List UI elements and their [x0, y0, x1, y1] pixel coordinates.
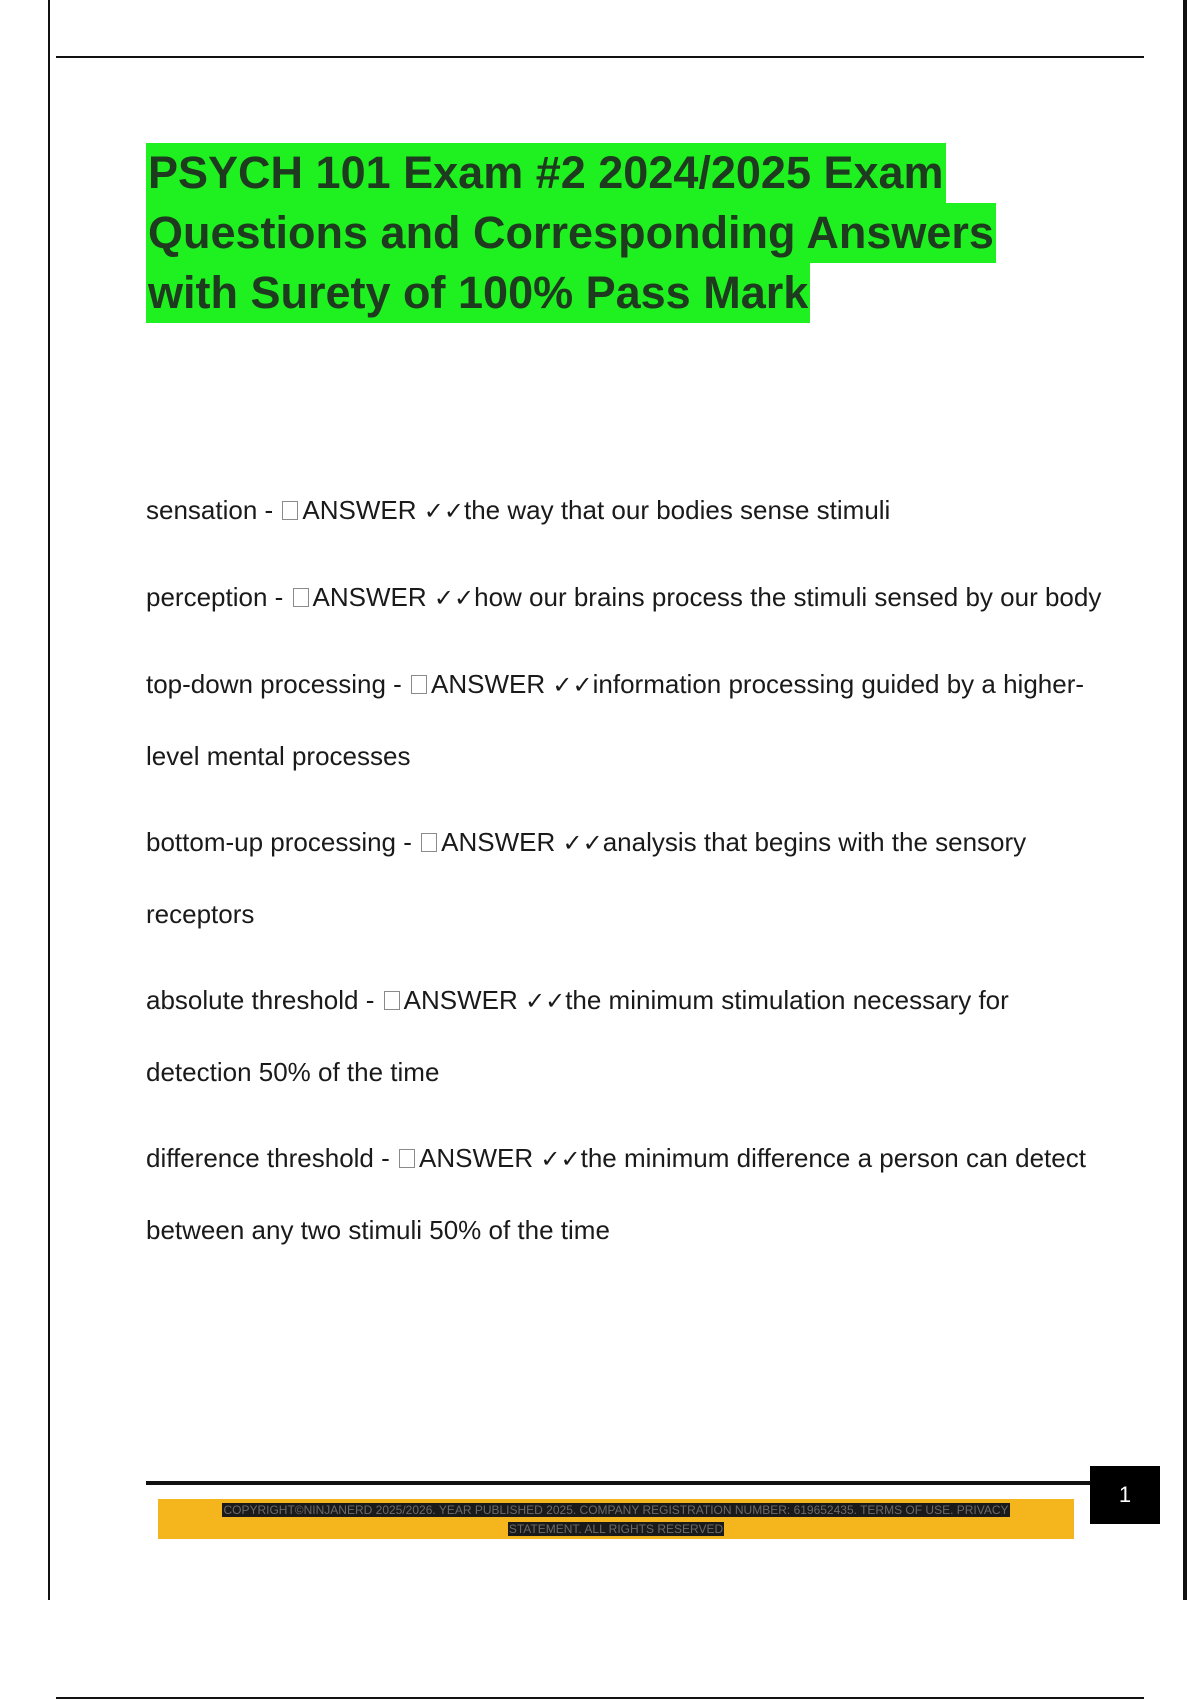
qa-definition: the minimum difference a person can detect between any two stimuli 50% of the time	[146, 1143, 1086, 1245]
answer-label: ANSWER	[419, 1143, 534, 1173]
checkbox-glyph-icon	[421, 833, 437, 852]
qa-item	[146, 807, 1106, 950]
qa-item	[146, 649, 1106, 792]
double-check-icon: ✓✓	[562, 829, 603, 857]
qa-item	[146, 562, 1106, 634]
answer-label: ANSWER	[312, 582, 427, 612]
double-check-icon: ✓✓	[423, 497, 464, 525]
qa-term: difference threshold -	[146, 1143, 390, 1173]
qa-term: bottom-up processing -	[146, 827, 412, 857]
next-page-rule	[56, 1697, 1144, 1699]
document-title	[146, 143, 1106, 323]
title-line-3: with Surety of 100% Pass Mark	[146, 263, 810, 323]
question-answer-list	[146, 475, 1106, 1281]
header-rule	[56, 56, 1144, 58]
qa-term: sensation -	[146, 495, 274, 525]
checkbox-glyph-icon	[293, 588, 309, 607]
checkbox-glyph-icon	[282, 501, 298, 520]
answer-label: ANSWER	[441, 827, 556, 857]
double-check-icon: ✓✓	[552, 671, 593, 699]
qa-item	[146, 965, 1106, 1108]
qa-definition: the minimum stimulation necessary for detection 50% of the time	[146, 985, 1009, 1087]
double-check-icon: ✓✓	[540, 1145, 581, 1173]
copyright-line-1: COPYRIGHT©NINJANERD 2025/2026. YEAR PUBLISHED 2025. COMPANY REGISTRATION NUMBER: 619652435. TERMS OF USE. PRIVACY	[223, 1503, 1009, 1517]
qa-definition: how our brains process the stimuli sensed by our body	[474, 582, 1102, 612]
answer-label: ANSWER	[431, 669, 546, 699]
page-number: 1	[1090, 1466, 1160, 1524]
copyright-notice	[170, 1501, 1062, 1539]
qa-term: top-down processing -	[146, 669, 402, 699]
qa-definition: analysis that begins with the sensory receptors	[146, 827, 1027, 929]
double-check-icon: ✓✓	[433, 584, 475, 612]
qa-definition: information processing guided by a higher-level mental processes	[146, 669, 1085, 771]
copyright-line-2: STATEMENT. ALL RIGHTS RESERVED	[508, 1522, 724, 1536]
checkbox-glyph-icon	[399, 1149, 415, 1168]
answer-label: ANSWER	[302, 495, 417, 525]
page-border-right	[1183, 0, 1187, 1600]
double-check-icon: ✓✓	[524, 987, 566, 1015]
checkbox-glyph-icon	[411, 675, 427, 694]
checkbox-glyph-icon	[384, 991, 400, 1010]
qa-term: absolute threshold -	[146, 985, 375, 1015]
answer-label: ANSWER	[403, 985, 518, 1015]
qa-definition: the way that our bodies sense stimuli	[464, 495, 891, 525]
qa-item	[146, 1123, 1106, 1266]
title-line-1: PSYCH 101 Exam #2 2024/2025 Exam	[146, 143, 946, 203]
title-line-2: Questions and Corresponding Answers	[146, 203, 996, 263]
qa-item	[146, 475, 1106, 547]
page-border-left	[48, 0, 50, 1600]
footer-rule	[146, 1481, 1090, 1485]
qa-term: perception -	[146, 582, 284, 612]
